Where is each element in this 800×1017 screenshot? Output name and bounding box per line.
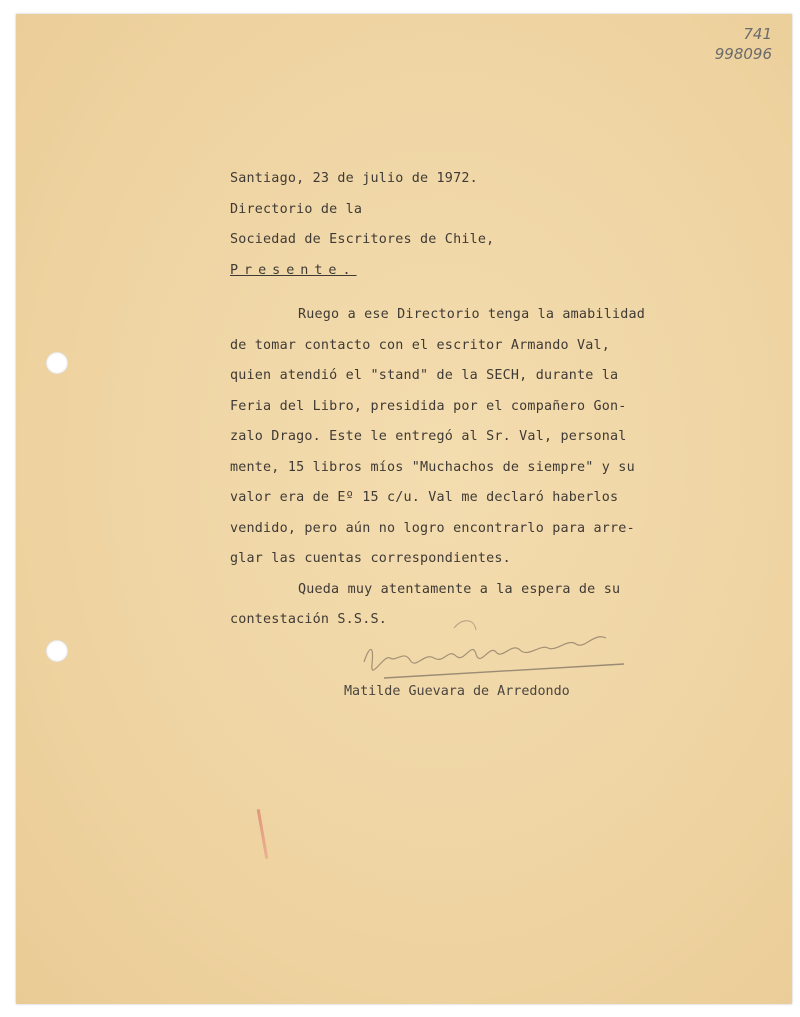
body-line: de tomar contacto con el escritor Armando Val, bbox=[230, 337, 611, 353]
archive-number-line1: 741 bbox=[743, 25, 772, 43]
body-line: vendido, pero aún no logro encontrarlo para arre- bbox=[230, 520, 635, 536]
presente-line: Presente. bbox=[230, 262, 357, 278]
punch-hole-bottom bbox=[46, 640, 68, 662]
body-line: glar las cuentas correspondientes. bbox=[230, 551, 511, 566]
archive-number bbox=[715, 24, 772, 64]
handwritten-signature bbox=[344, 614, 644, 694]
closing-line: Queda muy atentamente a la espera de su bbox=[298, 581, 621, 597]
archive-number-line2: 998096 bbox=[714, 45, 772, 63]
signature-block bbox=[344, 614, 644, 734]
body-line: quien atendió el "stand" de la SECH, durante la bbox=[230, 368, 619, 383]
signature-name: Matilde Guevara de Arredondo bbox=[344, 684, 570, 699]
recipient-line-1: Directorio de la bbox=[230, 201, 363, 217]
red-ink-mark bbox=[257, 809, 269, 859]
letter-body bbox=[230, 300, 700, 575]
body-line: mente, 15 libros míos "Muchachos de siempre" y su bbox=[230, 459, 635, 475]
body-line: Feria del Libro, presidida por el compañero Gon- bbox=[230, 398, 627, 414]
date-line: Santiago, 23 de julio de 1972. bbox=[230, 171, 478, 186]
recipient-line-2: Sociedad de Escritores de Chile, bbox=[230, 232, 495, 247]
letter-text bbox=[230, 164, 700, 636]
closing-line: contestación S.S.S. bbox=[230, 612, 387, 627]
body-line: zalo Drago. Este le entregó al Sr. Val, personal bbox=[230, 429, 627, 444]
punch-hole-top bbox=[46, 352, 68, 374]
letter-page bbox=[16, 14, 792, 1004]
body-line: valor era de Eº 15 c/u. Val me declaró haberlos bbox=[230, 490, 619, 505]
body-line: Ruego a ese Directorio tenga la amabilidad bbox=[298, 307, 645, 322]
